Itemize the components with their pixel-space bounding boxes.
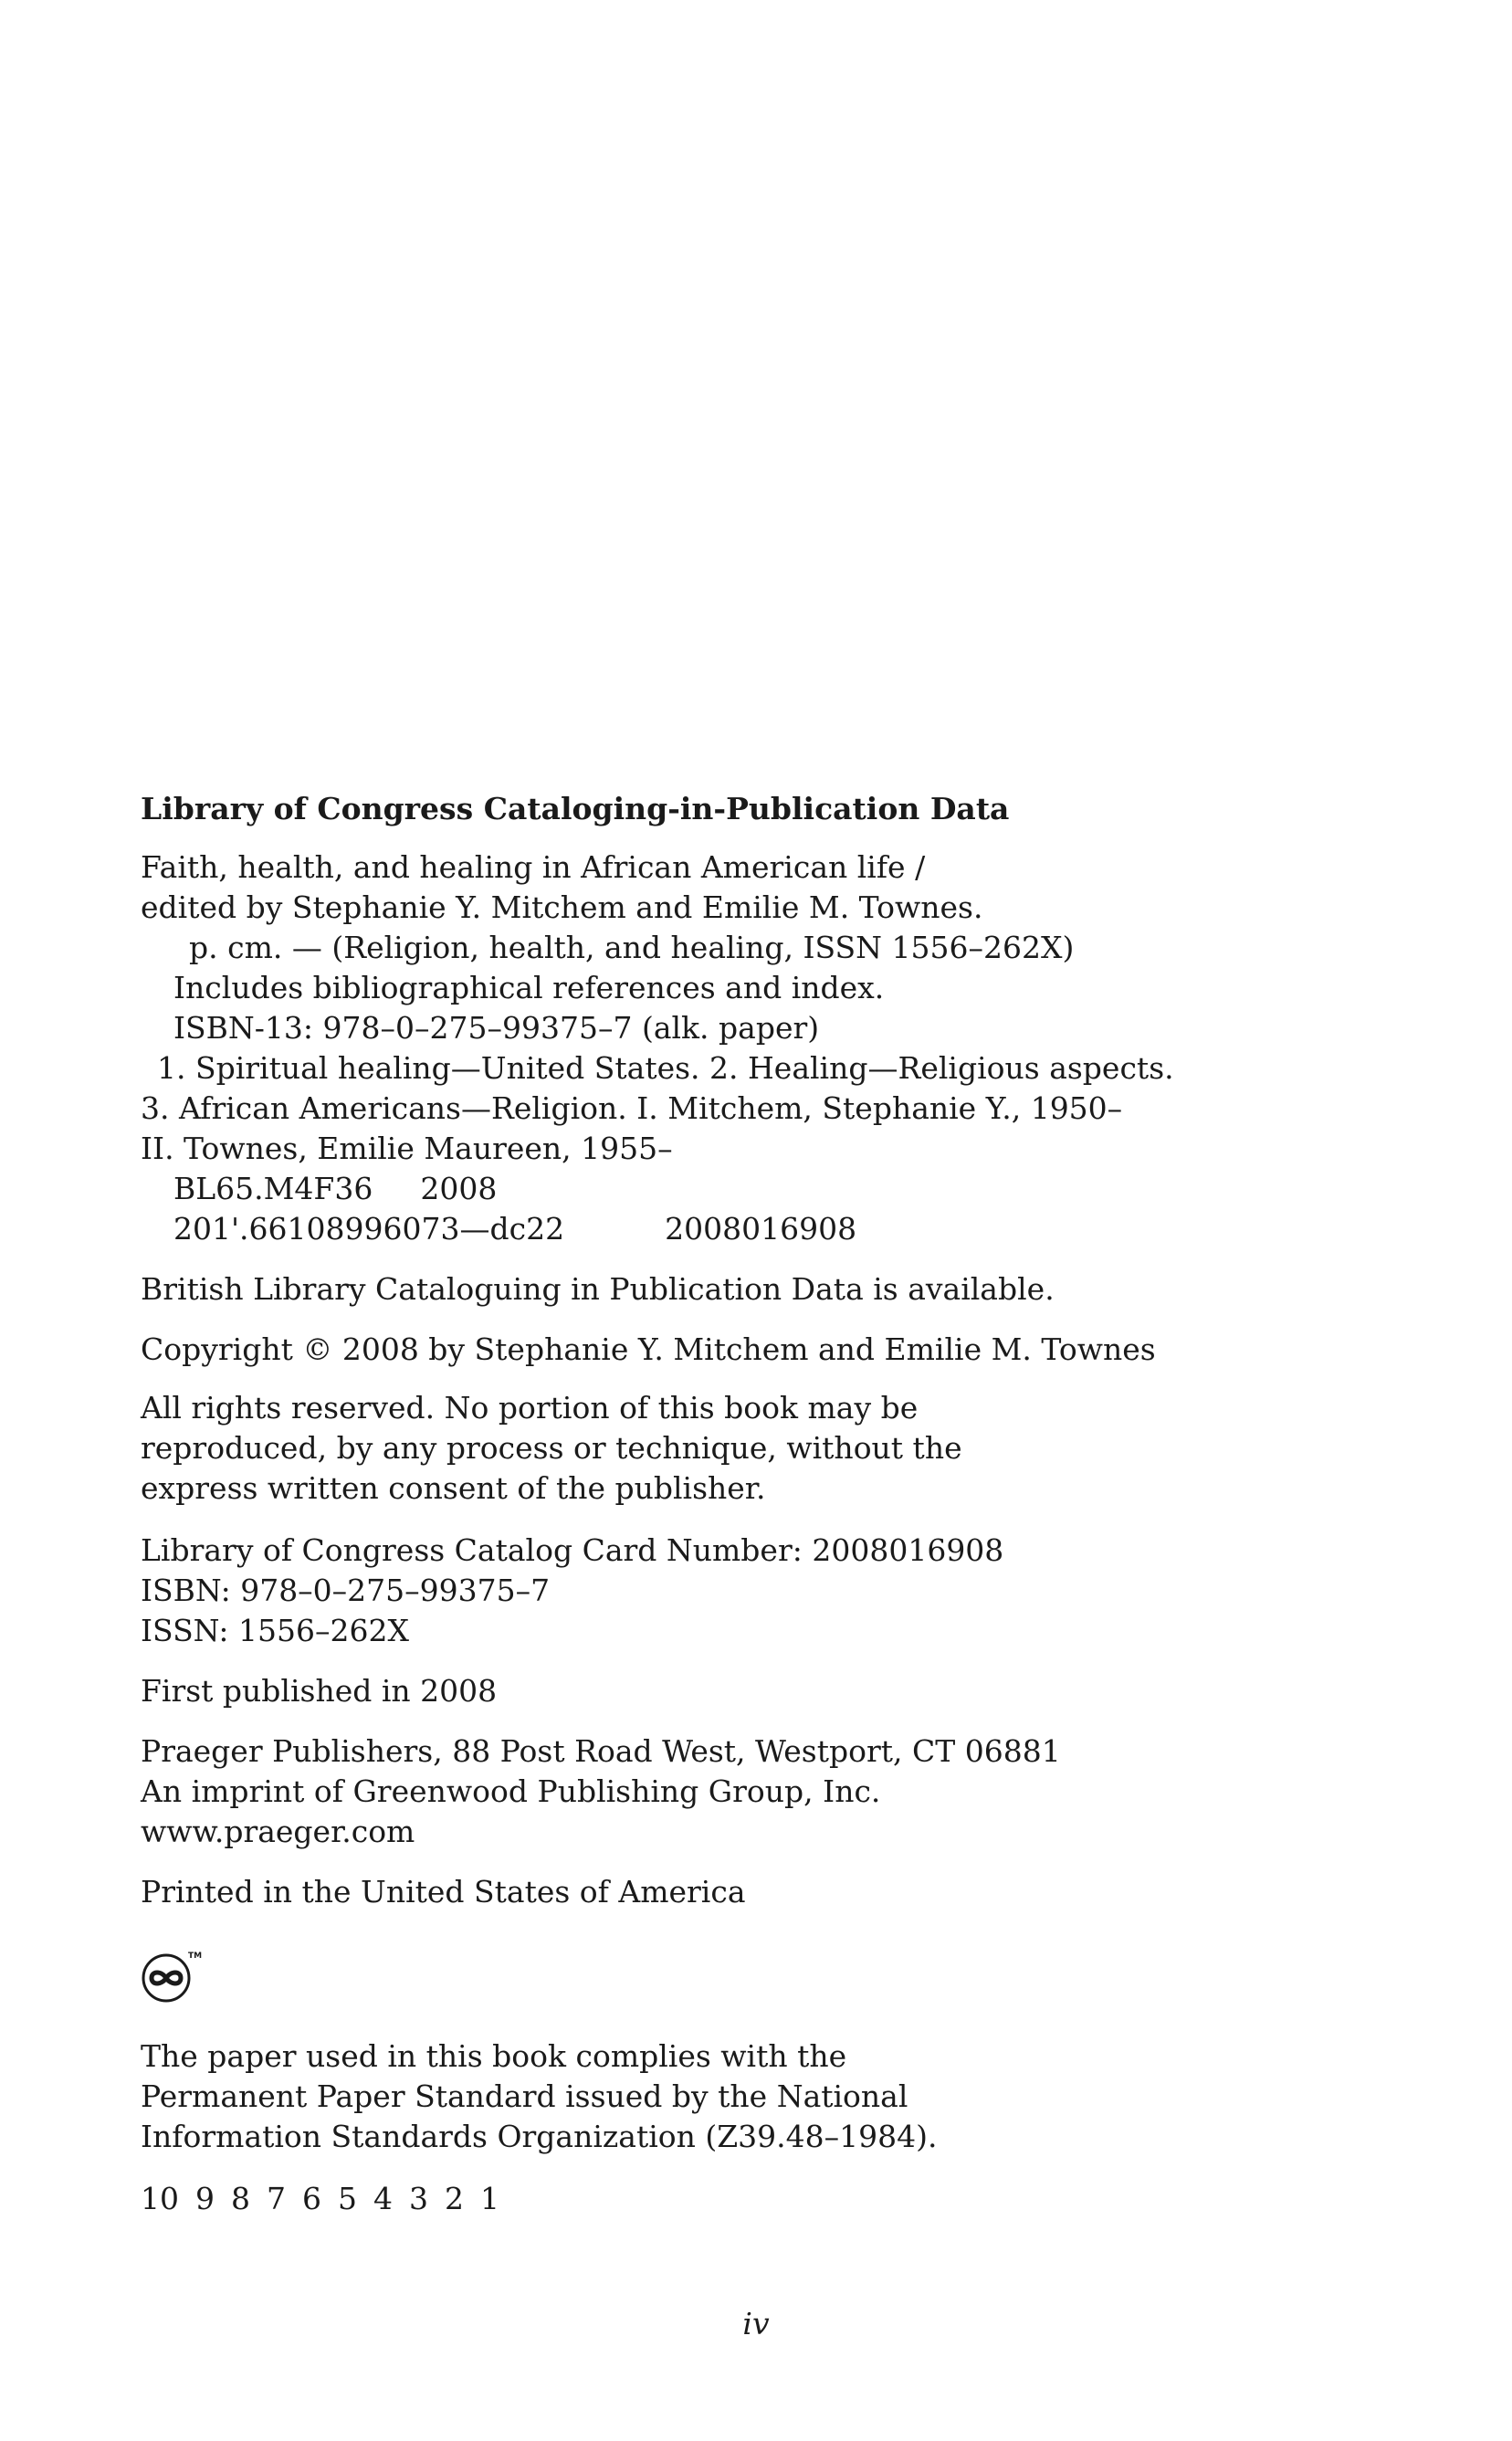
printing-number: 9	[195, 2181, 215, 2216]
cip-notes-line: Includes bibliographical references and index.	[173, 970, 885, 1005]
publisher-line-2: An imprint of Greenwood Publishing Group, Inc.	[141, 1773, 881, 1809]
cip-lccn: 2008016908	[665, 1211, 857, 1247]
paper-notice-line-2: Permanent Paper Standard issued by the National	[141, 2078, 908, 2114]
printing-number: 3	[409, 2181, 428, 2216]
british-library-notice: British Library Cataloguing in Publication Data is available.	[141, 1271, 1055, 1307]
cip-title-line-2: edited by Stephanie Y. Mitchem and Emilie M. Townes.	[141, 889, 983, 925]
printing-number: 10	[141, 2181, 179, 2216]
cip-subjects-line-3: II. Townes, Emilie Maureen, 1955–	[141, 1131, 673, 1166]
british-library-block	[141, 1269, 1145, 1310]
paper-notice-line-1: The paper used in this book complies with the	[141, 2038, 847, 2074]
paper-notice-block	[141, 2036, 1145, 2157]
cip-dewey-line	[141, 1209, 1145, 1249]
catalog-numbers-block	[141, 1531, 1145, 1651]
cip-heading-block	[141, 789, 1145, 829]
cip-lc-year: 2008	[420, 1171, 498, 1206]
printing-number: 1	[480, 2181, 499, 2216]
page-number: iv	[742, 2306, 770, 2341]
cip-subjects-line-1: 1. Spiritual healing—United States. 2. Healing—Religious aspects.	[157, 1050, 1174, 1086]
catalog-card-number: Library of Congress Catalog Card Number: 2008016908	[141, 1532, 1004, 1568]
printing-number: 6	[302, 2181, 321, 2216]
cip-subjects-line-2: 3. African Americans—Religion. I. Mitchem, Stephanie Y., 1950–	[141, 1090, 1123, 1126]
publisher-block	[141, 1731, 1145, 1852]
cip-title-line-1: Faith, health, and healing in African American life /	[141, 849, 926, 885]
printing-number: 4	[373, 2181, 393, 2216]
first-published-block	[141, 1671, 1145, 1711]
rights-line-3: express written consent of the publisher.	[141, 1470, 766, 1506]
cip-record	[141, 847, 1174, 1249]
copyright-notice: Copyright © 2008 by Stephanie Y. Mitchem and Emilie M. Townes	[141, 1331, 1156, 1367]
printing-number: 2	[445, 2181, 464, 2216]
printing-numbers-block	[141, 2179, 1145, 2219]
rights-line-2: reproduced, by any process or technique, without the	[141, 1430, 962, 1466]
rights-line-1: All rights reserved. No portion of this book may be	[141, 1390, 919, 1426]
cip-lc-class-line	[141, 1169, 1145, 1209]
first-published: First published in 2008	[141, 1673, 498, 1709]
printing-number: 8	[231, 2181, 250, 2216]
cip-lc-class: BL65.M4F36	[173, 1171, 373, 1206]
cip-series-line: p. cm. — (Religion, health, and healing, ISSN 1556–262X)	[189, 930, 1075, 965]
paper-notice-line-3: Information Standards Organization (Z39.48–1984).	[141, 2119, 938, 2154]
copyright-block	[141, 1330, 1156, 1370]
permanent-paper-infinity-icon	[141, 1947, 205, 2004]
publisher-url: www.praeger.com	[141, 1814, 415, 1849]
trademark-mark: TM	[188, 1952, 203, 1961]
printing-numbers	[141, 2179, 1145, 2219]
printing-number: 7	[267, 2181, 286, 2216]
publisher-line-1: Praeger Publishers, 88 Post Road West, Westport, CT 06881	[141, 1733, 1061, 1769]
rights-block	[141, 1388, 1145, 1509]
cip-isbn-line: ISBN-13: 978–0–275–99375–7 (alk. paper)	[173, 1010, 820, 1046]
cip-dewey: 201'.66108996073—dc22	[173, 1211, 565, 1247]
catalog-isbn: ISBN: 978–0–275–99375–7	[141, 1573, 551, 1608]
printed-in: Printed in the United States of America	[141, 1874, 746, 1910]
catalog-issn: ISSN: 1556–262X	[141, 1613, 409, 1648]
printed-in-block	[141, 1872, 1145, 1912]
printing-number: 5	[338, 2181, 357, 2216]
cip-heading: Library of Congress Cataloging-in-Publication Data	[141, 791, 1010, 826]
